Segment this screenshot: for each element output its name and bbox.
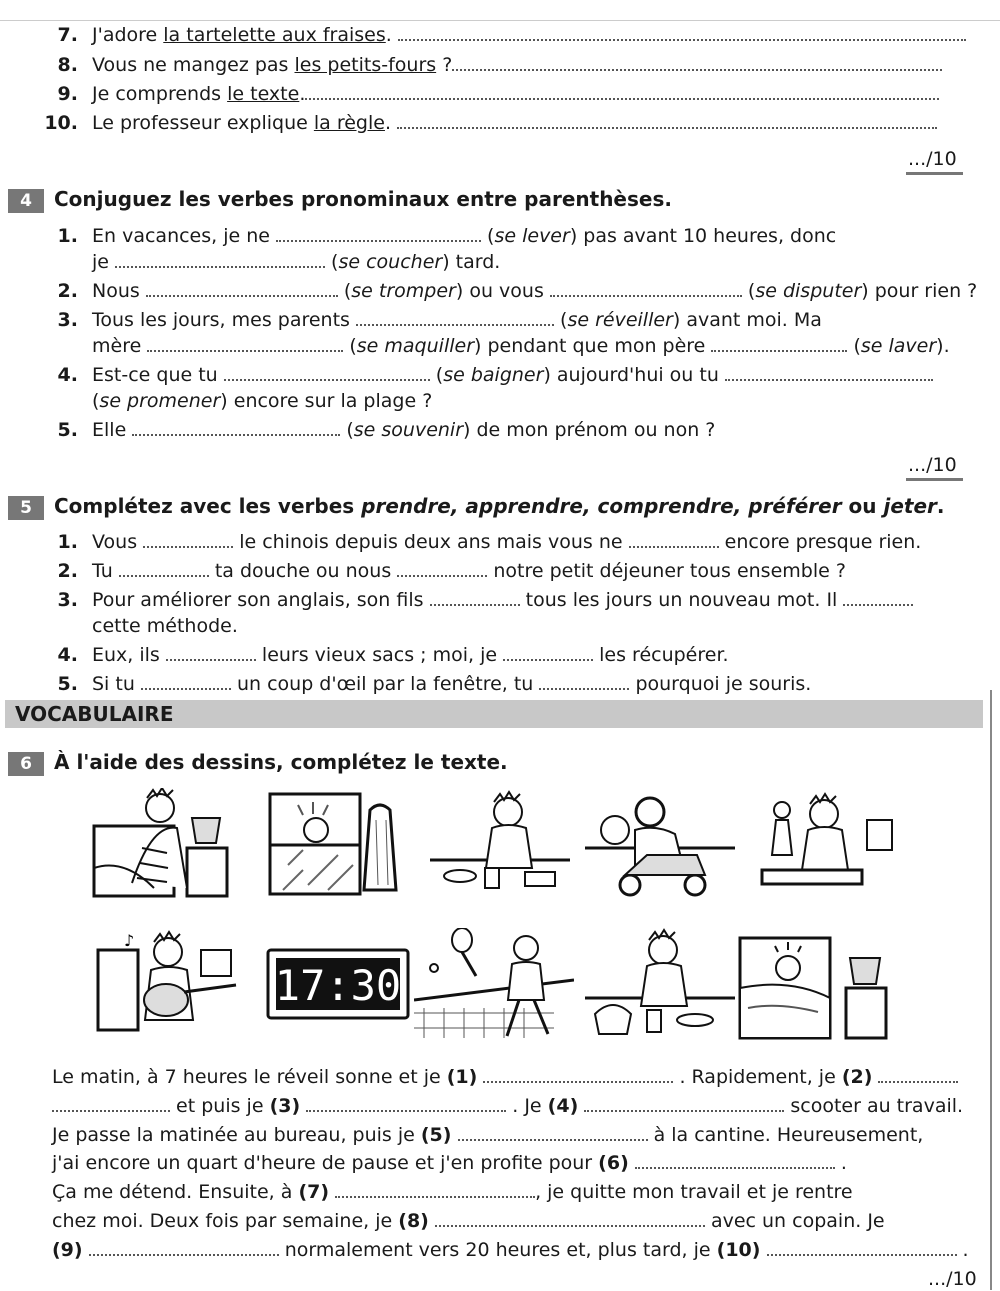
answer-blank[interactable] (276, 226, 481, 242)
answer-blank[interactable] (503, 645, 593, 661)
item-number: 5. (57, 419, 78, 441)
exercise-number: 6 (8, 752, 44, 776)
item-text: je (se coucher) tard. (92, 251, 501, 273)
exercise-title: À l'aide des dessins, complétez le texte. (54, 750, 508, 774)
answer-blank[interactable] (584, 1096, 784, 1112)
exercise-5-heading: 5 Complétez avec les verbes prendre, apprendre, comprendre, préférer ou jeter. (8, 494, 945, 520)
drawing-playing-guitar (96, 930, 250, 1040)
item-number: 8. (57, 54, 78, 76)
item-number: 9. (57, 83, 78, 105)
answer-blank[interactable] (767, 1240, 957, 1256)
score-label: .../10 (908, 148, 957, 170)
answer-blank[interactable] (132, 420, 340, 436)
item-number: 5. (57, 673, 78, 695)
answer-blank[interactable] (335, 1182, 535, 1198)
answer-blank[interactable] (141, 674, 231, 690)
item-text: En vacances, je ne (se lever) pas avant 10 heures, donc (92, 225, 837, 247)
answer-blank[interactable] (435, 1211, 705, 1227)
item-text: Tu ta douche ou nous notre petit déjeuner tous ensemble ? (92, 560, 846, 582)
drawing-digital-clock (266, 948, 412, 1020)
answer-blank[interactable] (483, 1067, 673, 1083)
item-text: Vous ne mangez pas les petits-fours ? (92, 54, 942, 76)
item-number: 4. (57, 644, 78, 666)
item-number: 2. (57, 560, 78, 582)
right-margin-rule (990, 690, 992, 1290)
item-text: Est-ce que tu (se baigner) aujourd'hui ou tu (92, 364, 933, 386)
score-underline (906, 172, 963, 175)
item-text: (se promener) encore sur la plage ? (92, 390, 433, 412)
item-number: 4. (57, 364, 78, 386)
exercise-number: 5 (8, 496, 44, 520)
answer-blank[interactable] (539, 674, 629, 690)
item-text: Pour améliorer son anglais, son fils tous les jours un nouveau mot. Il (92, 589, 913, 611)
answer-blank[interactable] (146, 281, 338, 297)
answer-blank[interactable] (398, 25, 966, 41)
exercise-4-heading (8, 187, 672, 213)
drawing-tennis (414, 928, 574, 1042)
item-text: cette méthode. (92, 615, 238, 637)
item-text: Vous le chinois depuis deux ans mais vous ne encore presque rien. (92, 531, 922, 553)
vocabulary-section-bar: VOCABULAIRE (5, 700, 983, 728)
item-number: 3. (57, 589, 78, 611)
fill-in-paragraph: Le matin, à 7 heures le réveil sonne et je (1) . Rapidement, je (2) et puis je (3) . Je (4) scooter au travail. Je passe la matinée au bureau, puis je (5) à la cantine. Heureusement, j'ai encore un quart d'heure de pause et j'en profite pour (6) . Ça me détend. Ensuite, à (7) , je quitte mon travail et je rentre chez moi. Deux fois par semaine, je (8) avec un copain. Je (9) normalement vers 20 heures et, plus tard, je (10) . (52, 1066, 969, 1261)
svg-text:♪: ♪ (124, 931, 135, 950)
item-text: Le professeur explique la règle. (92, 112, 937, 134)
answer-blank[interactable] (878, 1067, 958, 1083)
exercise-number: 4 (8, 189, 44, 213)
answer-blank[interactable] (725, 365, 933, 381)
drawing-breakfast (430, 790, 570, 898)
drawing-dinner (585, 928, 735, 1040)
drawing-going-to-bed (738, 928, 892, 1040)
answer-blank[interactable] (629, 532, 719, 548)
answer-blank[interactable] (458, 1125, 648, 1141)
score-label: .../10 (908, 454, 957, 476)
answer-blank[interactable] (119, 561, 209, 577)
answer-blank[interactable] (635, 1153, 835, 1169)
answer-blank[interactable] (356, 310, 554, 326)
answer-blank[interactable] (306, 1096, 506, 1112)
item-text: J'adore la tartelette aux fraises. (92, 24, 966, 46)
item-text: Si tu un coup d'œil par la fenêtre, tu pourquoi je souris. (92, 673, 812, 695)
answer-blank[interactable] (397, 113, 937, 129)
answer-blank[interactable] (89, 1240, 279, 1256)
answer-blank[interactable] (147, 336, 343, 352)
answer-blank[interactable] (397, 561, 487, 577)
answer-blank[interactable] (711, 336, 847, 352)
drawing-waking-up (92, 788, 232, 898)
item-number: 10. (44, 112, 78, 134)
drawing-scooter (585, 790, 735, 898)
drawing-shower (268, 790, 406, 898)
answer-blank[interactable] (143, 532, 233, 548)
item-number: 1. (57, 225, 78, 247)
item-text: mère (se maquiller) pendant que mon père (se laver). (92, 335, 950, 357)
exercise-title: Conjuguez les verbes pronominaux entre parenthèses. (54, 187, 672, 211)
answer-blank[interactable] (452, 55, 942, 71)
exercise-6-heading (8, 750, 508, 776)
answer-blank[interactable] (224, 365, 430, 381)
item-text: Je comprends le texte. (92, 83, 939, 105)
answer-blank[interactable] (166, 645, 256, 661)
answer-blank[interactable] (115, 252, 325, 268)
item-number: 1. (57, 531, 78, 553)
item-text: Eux, ils leurs vieux sacs ; moi, je les récupérer. (92, 644, 729, 666)
item-number: 3. (57, 309, 78, 331)
item-text: Elle (se souvenir) de mon prénom ou non ? (92, 419, 716, 441)
clock-time: 17:30 (274, 961, 402, 1010)
score-underline (906, 478, 963, 481)
answer-blank[interactable] (305, 84, 939, 100)
answer-blank[interactable] (550, 281, 742, 297)
item-number: 2. (57, 280, 78, 302)
answer-blank[interactable] (430, 590, 520, 606)
answer-blank[interactable] (843, 590, 913, 606)
item-text: Tous les jours, mes parents (se réveiller) avant moi. Ma (92, 309, 822, 331)
drawing-lunch-canteen (742, 790, 898, 898)
score-label: .../10 (928, 1268, 977, 1290)
item-text: Nous (se tromper) ou vous (se disputer) pour rien ? (92, 280, 978, 302)
top-rule (0, 20, 1000, 21)
item-number: 7. (57, 24, 78, 46)
answer-blank[interactable] (52, 1096, 170, 1112)
